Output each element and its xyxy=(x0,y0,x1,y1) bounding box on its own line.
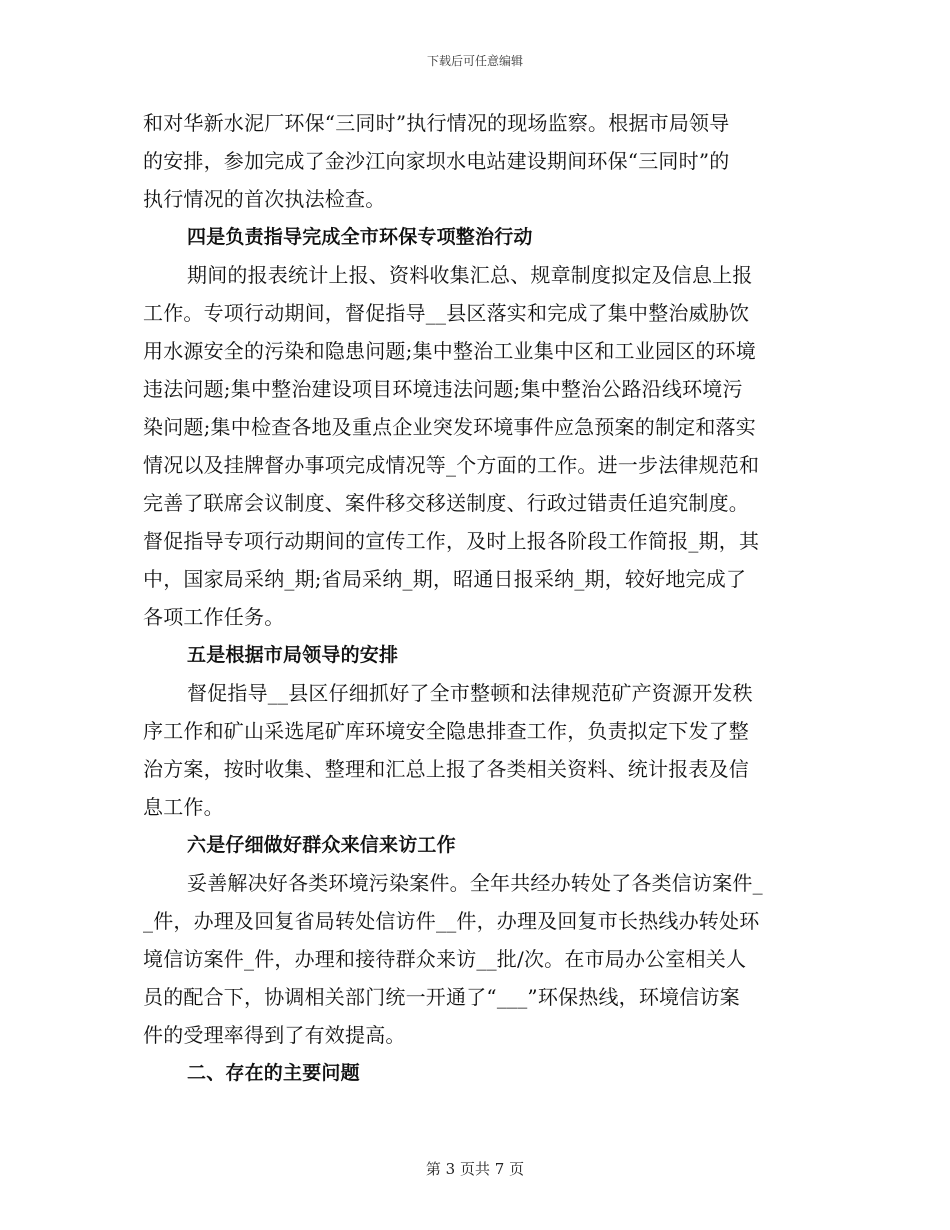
paragraph-line: 境信访案件_件，办理和接待群众来访__批/次。在市局办公室相关人 xyxy=(143,947,747,971)
paragraph-line: 违法问题;集中整治建设项目环境违法问题;集中整治公路沿线环境污 xyxy=(143,377,743,401)
paragraph-line: 序工作和矿山采选尾矿库环境安全隐患排查工作，负责拟定下发了整 xyxy=(143,719,749,743)
paragraph-line: 员的配合下，协调相关部门统一开通了“___”环保热线，环境信访案 xyxy=(143,985,740,1009)
document-body xyxy=(143,104,803,1092)
section-heading: 四是负责指导完成全市环保专项整治行动 xyxy=(187,226,533,248)
paragraph-line: 治方案，按时收集、整理和汇总上报了各类相关资料、统计报表及信 xyxy=(143,757,749,781)
paragraph-line: 件的受理率得到了有效提高。 xyxy=(143,1023,406,1047)
paragraph-line: 期间的报表统计上报、资料收集汇总、规章制度拟定及信息上报 xyxy=(187,263,753,287)
paragraph-line: 息工作。 xyxy=(143,795,224,819)
paragraph-line: 用水源安全的污染和隐患问题;集中整治工业集中区和工业园区的环境 xyxy=(143,339,756,363)
page-header: 下载后可任意编辑 xyxy=(426,54,523,68)
paragraph-line: 妥善解决好各类环境污染案件。全年共经办转处了各类信访案件_ xyxy=(187,871,763,895)
paragraph-line: 督促指导__县区仔细抓好了全市整顿和法律规范矿产资源开发秩 xyxy=(187,681,753,705)
paragraph-line: 督促指导专项行动期间的宣传工作，及时上报各阶段工作简报_期，其 xyxy=(143,529,760,553)
section-heading: 二、存在的主要问题 xyxy=(187,1062,360,1084)
section-heading: 五是根据市局领导的安排 xyxy=(187,644,399,666)
paragraph-line: 染问题;集中检查各地及重点企业突发环境事件应急预案的制定和落实 xyxy=(143,415,756,439)
paragraph-line: 完善了联席会议制度、案件移交移送制度、行政过错责任追究制度。 xyxy=(143,491,749,515)
paragraph-line: 情况以及挂牌督办事项完成情况等_个方面的工作。进一步法律规范和 xyxy=(143,453,760,477)
page-footer: 第 3 页共 7 页 xyxy=(425,1160,525,1178)
paragraph-line: _件，办理及回复省局转处信访件__件，办理及回复市长热线办转处环 xyxy=(143,909,760,933)
section-heading: 六是仔细做好群众来信来访工作 xyxy=(187,834,456,856)
paragraph-line: 各项工作任务。 xyxy=(143,605,285,629)
paragraph-line: 工作。专项行动期间，督促指导__县区落实和完成了集中整治威胁饮 xyxy=(143,301,750,325)
paragraph-line: 的安排，参加完成了金沙江向家坝水电站建设期间环保“三同时”的 xyxy=(143,149,730,173)
paragraph-line: 和对华新水泥厂环保“三同时”执行情况的现场监察。根据市局领导 xyxy=(143,111,730,135)
paragraph-line: 中，国家局采纳_期;省局采纳_期，昭通日报采纳_期，较好地完成了 xyxy=(143,567,747,591)
paragraph-line: 执行情况的首次执法检查。 xyxy=(143,187,386,211)
